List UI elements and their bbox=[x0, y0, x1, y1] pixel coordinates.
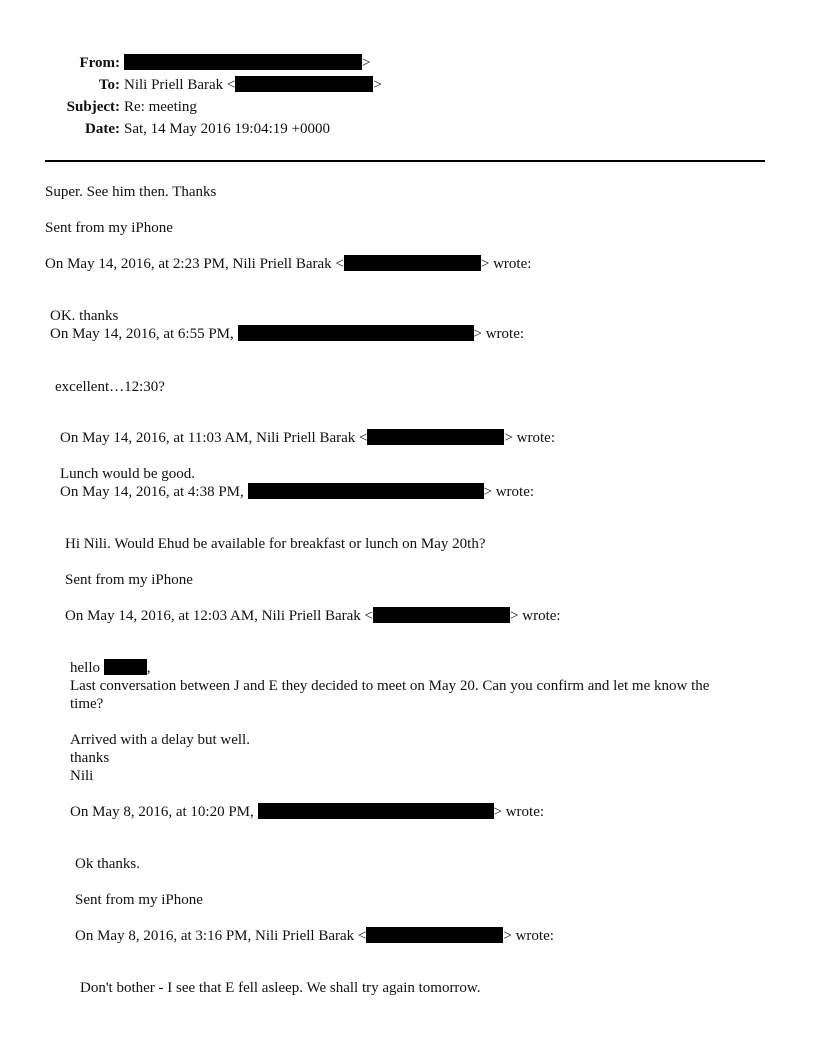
attribution-text: On May 14, 2016, at 11:03 AM, Nili Priell Barak < bbox=[60, 430, 368, 446]
redaction-box bbox=[258, 803, 494, 819]
subject-row bbox=[0, 96, 816, 118]
redaction-box bbox=[104, 659, 147, 675]
date-value: Sat, 14 May 2016 19:04:19 +0000 bbox=[124, 121, 330, 137]
reply-text: Lunch would be good. bbox=[60, 466, 195, 482]
greeting-comma: , bbox=[146, 660, 151, 676]
attribution-suffix: > wrote: bbox=[493, 804, 545, 820]
redaction-box bbox=[373, 607, 510, 623]
quote-attribution bbox=[50, 325, 524, 343]
signature-text: Sent from my iPhone bbox=[75, 892, 203, 908]
quote-attribution bbox=[60, 483, 534, 501]
redaction-box bbox=[366, 927, 503, 943]
quote-attribution bbox=[65, 607, 561, 625]
signature-text: Sent from my iPhone bbox=[45, 220, 173, 236]
quote-attribution bbox=[45, 255, 531, 273]
greeting-line bbox=[70, 659, 151, 677]
email-header bbox=[0, 52, 816, 140]
attribution-text: On May 8, 2016, at 3:16 PM, Nili Priell Barak < bbox=[75, 928, 367, 944]
to-label: To: bbox=[98, 77, 120, 93]
message-text: thanks bbox=[70, 750, 110, 766]
redaction-box bbox=[248, 483, 484, 499]
date-row bbox=[0, 118, 816, 140]
from-label: From: bbox=[79, 55, 120, 71]
quote-attribution bbox=[60, 429, 555, 447]
quote-attribution bbox=[75, 927, 554, 945]
attribution-text: On May 14, 2016, at 4:38 PM, bbox=[60, 484, 244, 500]
reply-text: Super. See him then. Thanks bbox=[45, 184, 217, 200]
quote-attribution bbox=[70, 803, 544, 821]
subject-value: Re: meeting bbox=[124, 99, 197, 115]
to-row bbox=[0, 74, 816, 96]
redaction-box bbox=[344, 255, 481, 271]
reply-text: Hi Nili. Would Ehud be available for breakfast or lunch on May 20th? bbox=[65, 536, 486, 552]
header-divider bbox=[45, 160, 765, 162]
reply-text: excellent…12:30? bbox=[55, 379, 165, 395]
greeting-text: hello bbox=[70, 660, 100, 676]
from-row bbox=[0, 52, 816, 74]
message-text: Don't bother - I see that E fell asleep. We shall try again tomorrow. bbox=[80, 980, 481, 996]
redaction-box bbox=[124, 54, 362, 70]
date-label: Date: bbox=[85, 121, 120, 137]
message-paragraph: Last conversation between J and E they decided to meet on May 20. Can you confirm and let me know the time? bbox=[70, 678, 710, 712]
attribution-suffix: > wrote: bbox=[510, 608, 561, 624]
attribution-suffix: > wrote: bbox=[473, 326, 525, 342]
attribution-text: On May 14, 2016, at 2:23 PM, Nili Priell Barak < bbox=[45, 256, 344, 272]
redaction-box bbox=[367, 429, 504, 445]
reply-text: OK. thanks bbox=[50, 308, 119, 324]
signature-text: Sent from my iPhone bbox=[65, 572, 193, 588]
to-value bbox=[124, 74, 382, 96]
attribution-text: On May 14, 2016, at 6:55 PM, bbox=[50, 326, 234, 342]
attribution-suffix: > wrote: bbox=[480, 256, 532, 272]
attribution-suffix: > wrote: bbox=[503, 928, 554, 944]
subject-label: Subject: bbox=[66, 99, 120, 115]
attribution-suffix: > wrote: bbox=[483, 484, 535, 500]
attribution-suffix: > wrote: bbox=[504, 430, 555, 446]
to-name: Nili Priell Barak < bbox=[124, 77, 236, 93]
from-value bbox=[124, 52, 370, 74]
message-text: Arrived with a delay but well. bbox=[70, 732, 250, 748]
reply-text: Ok thanks. bbox=[75, 856, 140, 872]
redaction-box bbox=[235, 76, 373, 92]
attribution-text: On May 8, 2016, at 10:20 PM, bbox=[70, 804, 254, 820]
to-suffix: > bbox=[373, 77, 382, 93]
from-suffix: > bbox=[362, 55, 371, 71]
redaction-box bbox=[238, 325, 474, 341]
sender-signature: Nili bbox=[70, 768, 94, 784]
attribution-text: On May 14, 2016, at 12:03 AM, Nili Priell Barak < bbox=[65, 608, 374, 624]
